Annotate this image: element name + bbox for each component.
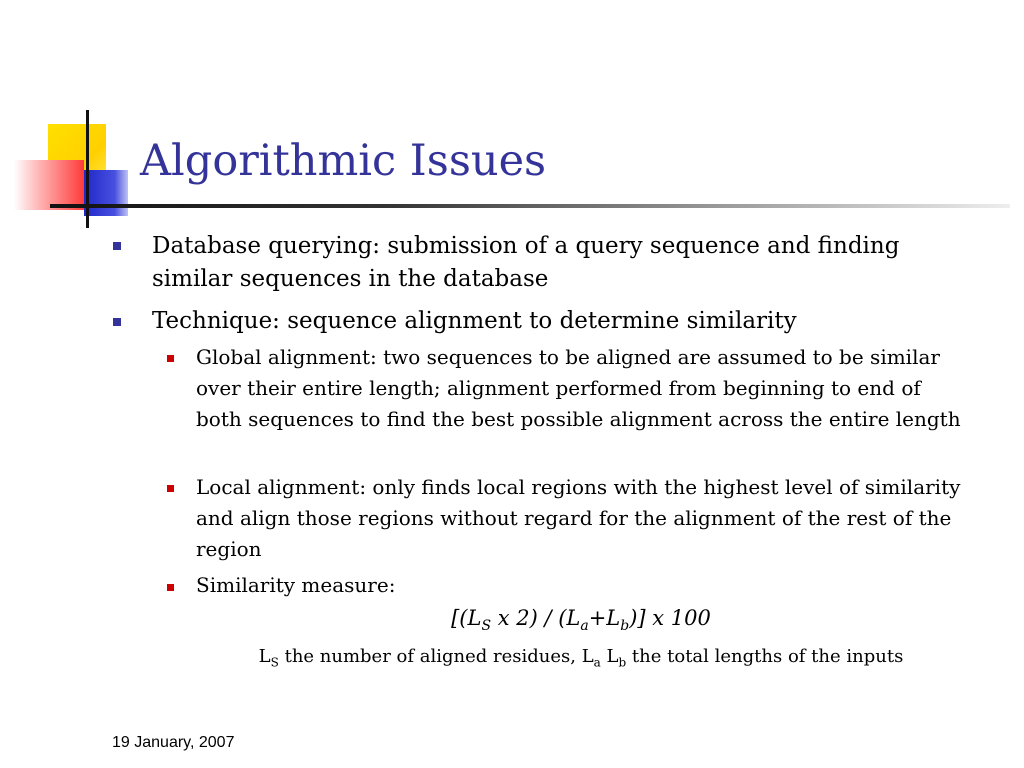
sub-bullet-item: Local alignment: only finds local regions with the highest level of similarity and align those regions without regard for the alignment of the rest of the region bbox=[196, 475, 961, 561]
bullet-square-icon bbox=[113, 318, 121, 326]
caption-text: L bbox=[600, 646, 619, 667]
sub-bullet-item: Similarity measure: bbox=[196, 573, 396, 597]
similarity-formula bbox=[196, 606, 966, 634]
caption-subscript: S bbox=[270, 655, 279, 670]
formula-text: x 2) / (L bbox=[491, 606, 581, 630]
sub-bullet-item: Global alignment: two sequences to be aligned are assumed to be similar over their entire length; alignment performed from beginning to end of both sequences to find the best possible alignment across the entire length bbox=[196, 345, 961, 431]
footer-date: 19 January, 2007 bbox=[112, 734, 235, 751]
formula-text: +L bbox=[588, 606, 621, 630]
caption-subscript: b bbox=[618, 655, 627, 670]
caption-text: the total lengths of the inputs bbox=[626, 646, 904, 667]
sub-bullet-square-icon bbox=[167, 485, 174, 492]
formula-text: )] x 100 bbox=[629, 606, 711, 630]
formula-subscript: b bbox=[620, 618, 630, 635]
formula-caption bbox=[196, 646, 966, 670]
title-underline bbox=[50, 204, 1010, 208]
formula-subscript: a bbox=[580, 618, 589, 635]
caption-text: L bbox=[258, 646, 271, 667]
caption-text: the number of aligned residues, L bbox=[278, 646, 594, 667]
slide-title: Algorithmic Issues bbox=[140, 136, 547, 186]
caption-subscript: a bbox=[593, 655, 601, 670]
bullet-item: Technique: sequence alignment to determine similarity bbox=[152, 308, 797, 334]
sub-bullet-square-icon bbox=[167, 355, 174, 362]
formula-text: [(L bbox=[451, 606, 482, 630]
sub-bullet-square-icon bbox=[167, 584, 174, 591]
bullet-square-icon bbox=[113, 242, 121, 250]
formula-subscript: S bbox=[481, 618, 492, 635]
decorative-vertical-line bbox=[86, 110, 89, 228]
decorative-red-square bbox=[14, 160, 84, 210]
decorative-blue-square bbox=[84, 170, 128, 216]
bullet-item: Database querying: submission of a query sequence and finding similar sequences in the database bbox=[152, 233, 900, 292]
